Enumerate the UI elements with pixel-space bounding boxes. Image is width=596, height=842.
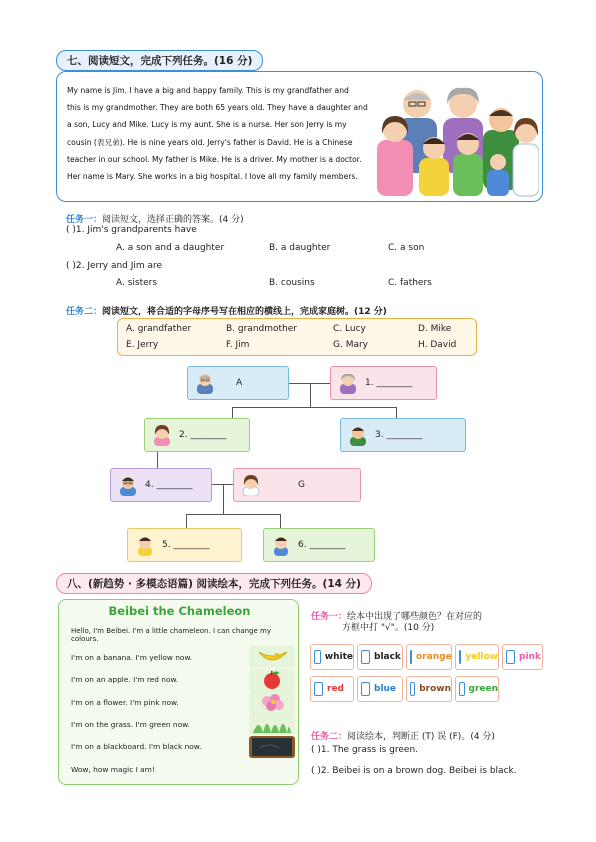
task2-header [66, 299, 387, 318]
color-label: yellow [465, 652, 498, 662]
book-line: I'm on a banana. I'm yellow now. [71, 653, 193, 662]
node-label: G [298, 480, 305, 490]
color-option-red[interactable] [310, 676, 354, 702]
word-option: G. Mary [333, 340, 369, 350]
section-7-heading: 七、阅读短文，完成下列任务。(16 分) [56, 50, 263, 71]
woman-avatar-icon [151, 424, 173, 446]
section-8-heading: 八、(新趋势 · 多模态语篇) 阅读绘本，完成下列任务。(14 分) [56, 573, 372, 594]
node-label: 6. ________ [298, 540, 346, 550]
book-intro: Hello, I'm Beibei. I'm a little chameleon. I can change my colours. [71, 627, 271, 643]
answer-blank[interactable]: ( ) [66, 261, 76, 271]
node-label: 5. ________ [162, 540, 210, 550]
family-illustration [375, 78, 539, 198]
word-option: H. David [418, 340, 457, 350]
color-label: blue [374, 684, 397, 694]
book-title: Beibei the Chameleon [108, 604, 251, 618]
option-a: A. sisters [116, 278, 158, 288]
tree-node-4[interactable] [110, 468, 212, 502]
blackboard-icon [249, 736, 295, 758]
task-label: 任务二： [66, 307, 103, 317]
question-stem: 2. Beibei is on a brown dog. Beibei is black. [320, 766, 517, 776]
boy-avatar-icon [134, 534, 156, 556]
book-line: Wow, how magic I am! [71, 765, 155, 774]
apple-icon [249, 669, 295, 691]
tree-connector [310, 383, 311, 407]
color-label: brown [419, 684, 451, 694]
tree-connector [280, 514, 281, 528]
node-label: A [236, 378, 243, 388]
color-checklist [310, 644, 543, 706]
reading-passage [56, 71, 543, 202]
color-label: red [327, 684, 344, 694]
task-instruction: 阅读短文，将合适的字母序号写在相应的横线上，完成家庭树。(12 分) [102, 307, 387, 317]
color-option-blue[interactable] [357, 676, 403, 702]
tree-connector [223, 484, 224, 514]
passage-line: this is my grandmother. They are both 65 years old. They have a daughter and [67, 103, 368, 113]
passage-line: My name is Jim. I have a big and happy family. This is my grandfather and [67, 86, 349, 95]
tree-connector [232, 407, 396, 408]
tree-node-3[interactable] [340, 418, 466, 452]
color-option-orange[interactable] [406, 644, 452, 670]
doctor-avatar-icon [240, 474, 262, 496]
tree-node-6[interactable] [263, 528, 375, 562]
color-label: pink [519, 652, 541, 662]
option-c: C. fathers [388, 278, 432, 288]
color-option-green[interactable] [455, 676, 499, 702]
checkbox[interactable] [459, 682, 465, 696]
tree-node-grandfather [187, 366, 289, 400]
word-option: D. Mike [418, 324, 452, 334]
color-option-white[interactable] [310, 644, 354, 670]
color-option-brown[interactable] [406, 676, 452, 702]
passage-line: cousin (表兄弟). He is nine years old. Jerry's father is David. He is a Chinese [67, 137, 353, 147]
tree-connector [157, 451, 158, 469]
node-label: 2. ________ [179, 430, 227, 440]
task-label: 任务一： [311, 612, 348, 622]
node-label: 1. ________ [365, 378, 413, 388]
answer-blank[interactable]: ( ) [311, 745, 321, 755]
man-glasses-avatar-icon [117, 474, 139, 496]
answer-blank[interactable]: ( ) [311, 766, 321, 776]
picture-book [58, 599, 299, 785]
checkbox[interactable] [506, 650, 515, 664]
passage-line: Her name is Mary. She works in a big hospital. I love all my family members. [67, 172, 358, 182]
option-c: C. a son [388, 243, 425, 253]
color-option-pink[interactable] [502, 644, 543, 670]
question-stem: 1. Jim's grandparents have [75, 225, 197, 235]
question-row [66, 261, 162, 271]
passage-line: teacher in our school. My father is Mike. He is a driver. My mother is a doctor. [67, 154, 362, 164]
task1-header [66, 207, 244, 226]
color-label: white [324, 652, 353, 662]
word-option: F. Jim [226, 340, 250, 350]
book-line: I'm on a flower. I'm pink now. [71, 698, 179, 707]
tf-question [311, 745, 418, 755]
grandfather-avatar-icon [194, 372, 216, 394]
boy-avatar-icon [270, 534, 292, 556]
color-label: orange [416, 652, 452, 662]
banana-icon [249, 646, 295, 668]
answer-blank[interactable]: ( ) [66, 225, 76, 235]
book-line: I'm on the grass. I'm green now. [71, 720, 190, 729]
tf-question [311, 766, 517, 776]
checkbox[interactable] [314, 650, 321, 664]
tree-connector [186, 514, 187, 528]
man-avatar-icon [347, 424, 369, 446]
checkbox[interactable] [361, 682, 370, 696]
node-label: 3. ________ [375, 430, 423, 440]
tree-node-5[interactable] [127, 528, 242, 562]
task-instruction: 阅读绘本，判断正 (T) 误 (F)。(4 分) [347, 732, 495, 742]
grandmother-avatar-icon [337, 372, 359, 394]
node-label: 4. ________ [145, 480, 193, 490]
s8-task2-header [311, 724, 495, 743]
checkbox[interactable] [410, 682, 415, 696]
checkbox[interactable] [314, 682, 323, 696]
question-stem: 2. Jerry and Jim are [75, 261, 163, 271]
color-label: black [374, 652, 401, 662]
task-instruction-line2: 方框中打 "√"。(10 分) [342, 623, 435, 633]
question-stem: 1. The grass is green. [320, 745, 419, 755]
color-option-black[interactable] [357, 644, 403, 670]
checkbox[interactable] [361, 650, 370, 664]
task-label: 任务二： [311, 732, 348, 742]
option-b: B. cousins [269, 278, 315, 288]
word-option: B. grandmother [226, 324, 297, 334]
word-option: E. Jerry [126, 340, 159, 350]
tree-node-mary [233, 468, 361, 502]
checkbox[interactable] [410, 650, 412, 664]
book-line: I'm on an apple. I'm red now. [71, 675, 179, 684]
color-option-yellow[interactable] [455, 644, 499, 670]
passage-text [67, 82, 377, 185]
word-bank [117, 318, 477, 356]
color-label: green [468, 684, 498, 694]
grass-icon [249, 713, 295, 735]
question-row [66, 225, 197, 235]
passage-line: a son, Lucy and Mike. Lucy is my aunt. She is a nurse. Her son Jerry is my [67, 120, 347, 130]
flower-icon [249, 691, 295, 713]
word-option: A. grandfather [126, 324, 192, 334]
task-label: 任务一： [66, 215, 103, 225]
book-line: I'm on a blackboard. I'm black now. [71, 742, 202, 751]
tree-connector [186, 514, 280, 515]
word-option: C. Lucy [333, 324, 366, 334]
task-instruction: 阅读短文，选择正确的答案。(4 分) [102, 215, 244, 225]
tree-node-grandmother[interactable] [330, 366, 437, 400]
tree-node-2[interactable] [144, 418, 250, 452]
checkbox[interactable] [459, 650, 461, 664]
option-b: B. a daughter [269, 243, 331, 253]
task-instruction: 绘本中出现了哪些颜色？在对应的 [347, 612, 483, 622]
option-a: A. a son and a daughter [116, 243, 225, 253]
